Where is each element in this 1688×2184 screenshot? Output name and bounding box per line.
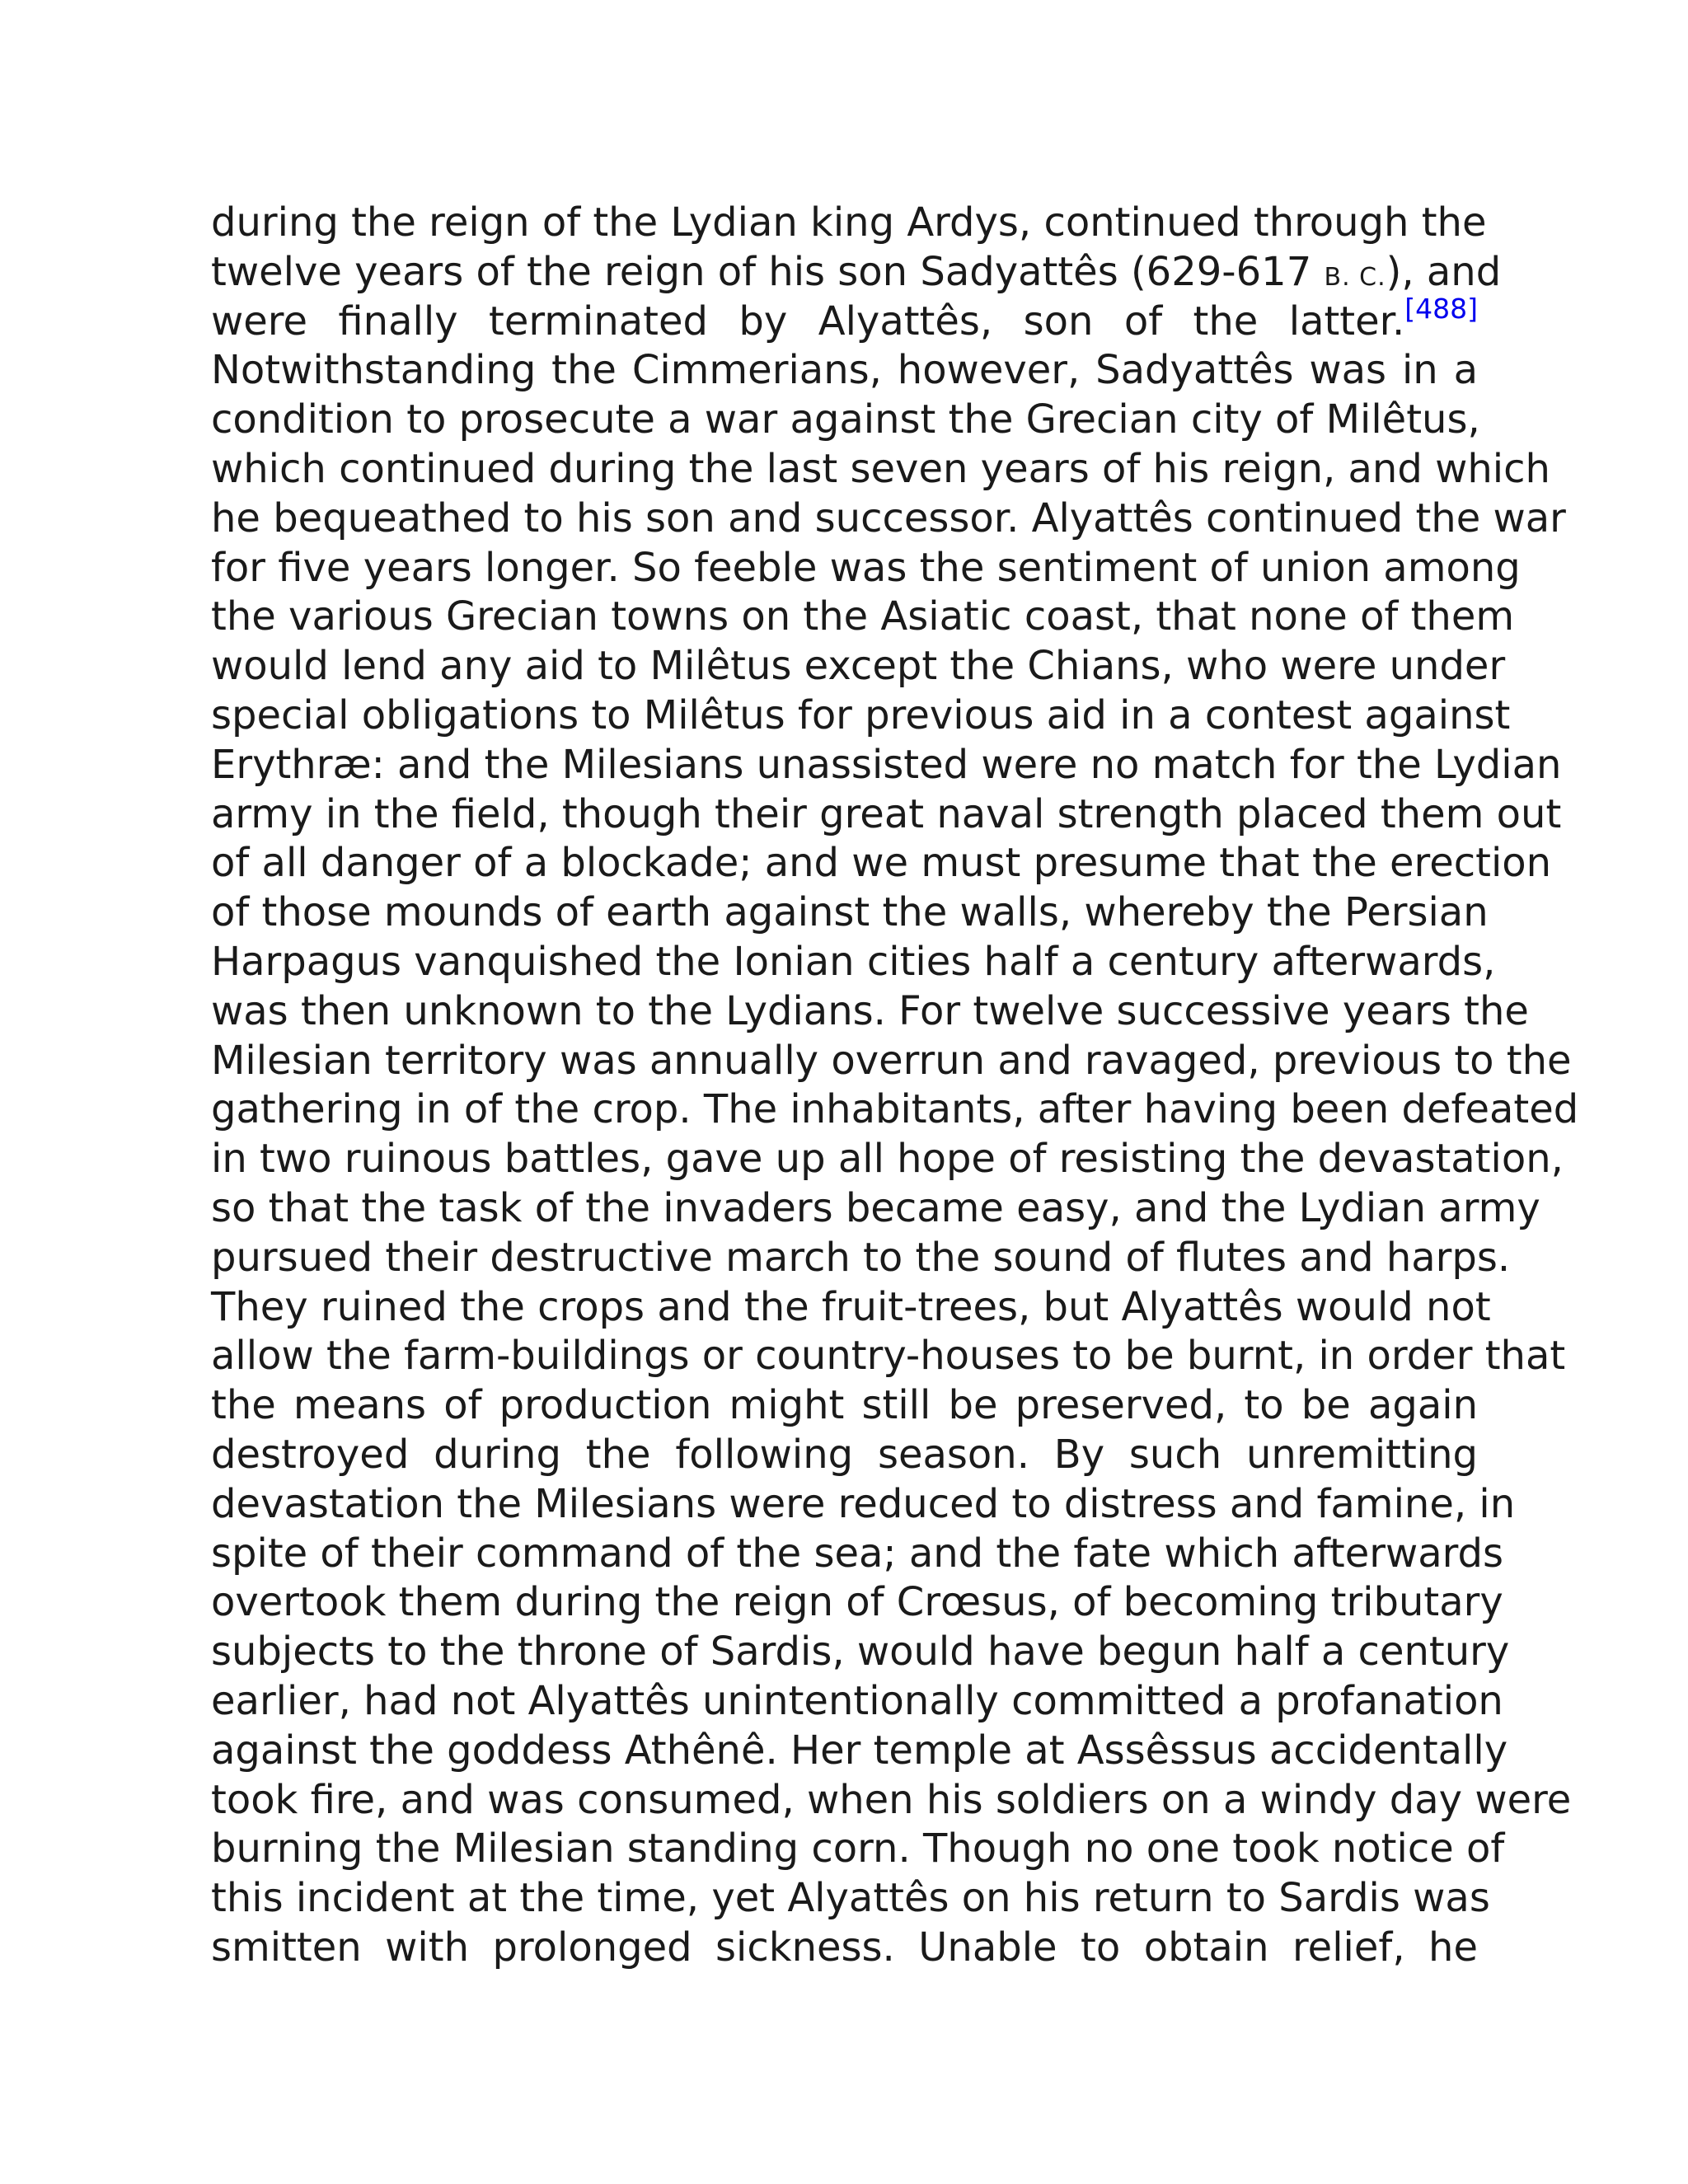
text-segment: allow the farm-buildings or country-houses to be burnt, in order that xyxy=(211,1333,1566,1380)
text-segment: during the reign of the Lydian king Ardys, continued through the xyxy=(211,199,1487,246)
text-line xyxy=(211,741,1562,790)
text-line xyxy=(211,1234,1511,1283)
era-abbreviation: B. C. xyxy=(1324,262,1386,292)
text-line xyxy=(211,1924,1478,1973)
text-segment: pursued their destructive march to the sound of flutes and harps. xyxy=(211,1234,1511,1281)
text-segment: which continued during the last seven years of his reign, and which xyxy=(211,445,1550,492)
text-segment: overtook them during the reign of Crœsus, of becoming tributary xyxy=(211,1579,1503,1626)
text-line xyxy=(211,1184,1540,1234)
text-line xyxy=(211,1825,1505,1874)
text-segment: took fire, and was consumed, when his soldiers on a windy day were xyxy=(211,1776,1572,1823)
footnote-reference-link[interactable]: [488] xyxy=(1404,292,1478,325)
text-line xyxy=(211,938,1496,987)
text-line xyxy=(211,1677,1503,1727)
text-line xyxy=(211,396,1478,445)
text-line xyxy=(211,1037,1572,1086)
text-line xyxy=(211,593,1515,642)
text-line xyxy=(211,1480,1516,1530)
text-segment: for five years longer. So feeble was the sentiment of union among xyxy=(211,544,1521,591)
text-segment: Notwithstanding the Cimmerians, however, Sadyattês was in a xyxy=(211,347,1478,394)
text-line xyxy=(211,888,1489,938)
text-line xyxy=(211,691,1511,741)
text-segment: earlier, had not Alyattês unintentionally committed a profanation xyxy=(211,1677,1503,1724)
text-line xyxy=(211,494,1566,544)
text-line xyxy=(211,1874,1490,1924)
text-line xyxy=(211,1776,1572,1825)
text-line xyxy=(211,1332,1566,1381)
text-segment: Harpagus vanquished the Ionian cities half a century afterwards, xyxy=(211,938,1496,985)
text-line xyxy=(211,445,1550,494)
text-segment: against the goddess Athênê. Her temple at Assêssus accidentally xyxy=(211,1727,1508,1774)
text-line xyxy=(211,1727,1508,1776)
text-segment: were finally terminated by Alyattês, son of the latter. xyxy=(211,298,1405,344)
text-line xyxy=(211,1431,1478,1480)
text-line xyxy=(211,544,1521,593)
text-segment: army in the field, though their great naval strength placed them out xyxy=(211,790,1562,837)
text-segment: ), and xyxy=(1386,248,1502,295)
text-line xyxy=(211,1085,1579,1135)
text-segment: burning the Milesian standing corn. Though no one took notice of xyxy=(211,1825,1505,1872)
text-segment: Erythræ: and the Milesians unassisted were no match for the Lydian xyxy=(211,741,1562,788)
text-segment: of those mounds of earth against the walls, whereby the Persian xyxy=(211,889,1489,936)
text-segment: the various Grecian towns on the Asiatic coast, that none of them xyxy=(211,593,1515,640)
text-line xyxy=(211,248,1502,298)
text-segment: special obligations to Milêtus for previous aid in a contest against xyxy=(211,691,1511,738)
text-line xyxy=(211,839,1552,888)
text-segment: this incident at the time, yet Alyattês on his return to Sardis was xyxy=(211,1875,1490,1922)
text-line xyxy=(211,987,1529,1037)
text-segment: in two ruinous battles, gave up all hope of resisting the devastation, xyxy=(211,1136,1564,1183)
body-paragraph xyxy=(211,199,1579,1973)
text-segment: destroyed during the following season. By such unremitting xyxy=(211,1431,1478,1478)
text-segment: They ruined the crops and the fruit-trees, but Alyattês would not xyxy=(211,1283,1491,1330)
text-line xyxy=(211,790,1562,840)
text-line xyxy=(211,642,1506,691)
text-line xyxy=(211,1628,1510,1677)
text-segment: devastation the Milesians were reduced to distress and famine, in xyxy=(211,1480,1516,1527)
text-segment: smitten with prolonged sickness. Unable to obtain relief, he xyxy=(211,1924,1478,1971)
text-segment: spite of their command of the sea; and the fate which afterwards xyxy=(211,1530,1504,1577)
text-segment: the means of production might still be preserved, to be again xyxy=(211,1382,1478,1429)
text-segment: of all danger of a blockade; and we must presume that the erection xyxy=(211,840,1552,887)
text-line xyxy=(211,346,1478,396)
text-line xyxy=(211,1283,1491,1333)
text-segment: was then unknown to the Lydians. For twelve successive years the xyxy=(211,987,1529,1034)
text-line xyxy=(211,1135,1564,1184)
text-segment: he bequeathed to his son and successor. Alyattês continued the war xyxy=(211,494,1566,541)
text-segment: twelve years of the reign of his son Sadyattês (629-617 xyxy=(211,248,1325,295)
text-segment: gathering in of the crop. The inhabitants, after having been defeated xyxy=(211,1086,1579,1133)
text-line xyxy=(211,1530,1504,1579)
text-line xyxy=(211,1381,1478,1431)
text-line xyxy=(211,199,1487,248)
text-segment: subjects to the throne of Sardis, would have begun half a century xyxy=(211,1629,1510,1675)
text-line xyxy=(211,1578,1503,1628)
text-segment: so that the task of the invaders became easy, and the Lydian army xyxy=(211,1184,1540,1231)
text-segment: Milesian territory was annually overrun and ravaged, previous to the xyxy=(211,1037,1572,1084)
text-line xyxy=(211,292,1478,347)
text-segment: condition to prosecute a war against the Grecian city of Milêtus, xyxy=(211,396,1480,443)
text-segment: would lend any aid to Milêtus except the Chians, who were under xyxy=(211,643,1506,690)
